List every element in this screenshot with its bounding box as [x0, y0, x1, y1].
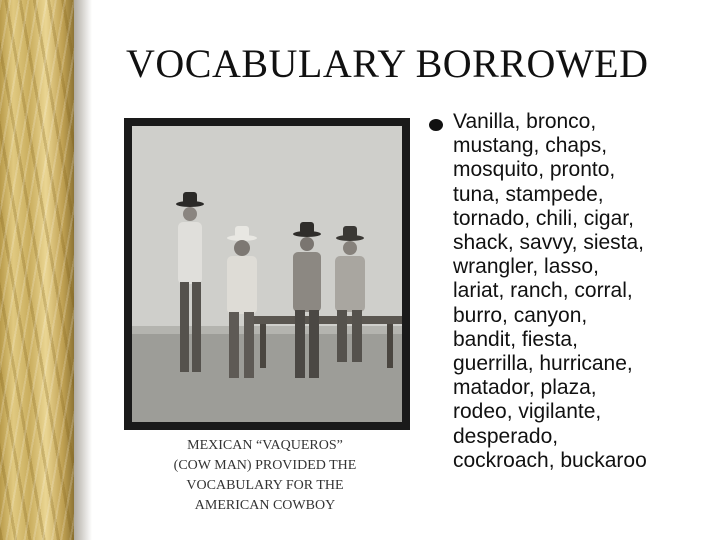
word-line: tuna, stampede, [453, 182, 604, 206]
photo-scene [132, 126, 402, 422]
word-line: matador, plaza, [453, 376, 597, 400]
vaqueros-illustration [132, 126, 402, 422]
word-line: tornado, chili, cigar, [453, 206, 634, 230]
decorative-gold-border [0, 0, 74, 540]
border-shadow [74, 0, 92, 540]
word-line: bandit, fiesta, [453, 327, 578, 351]
word-line: shack, savvy, siesta, [453, 231, 645, 255]
borrowed-words-list [453, 110, 715, 473]
word-line: mustang, chaps, [453, 134, 608, 158]
word-line: wrangler, lasso, [453, 255, 599, 279]
word-line: rodeo, vigilante, [453, 400, 602, 424]
caption-line: MEXICAN “VAQUEROS” [187, 438, 343, 453]
word-line: burro, canyon, [453, 303, 588, 327]
vaqueros-photo [124, 118, 410, 430]
word-line: cockroach, buckaroo [453, 448, 647, 472]
slide-title: VOCABULARY BORROWED [126, 41, 649, 86]
word-line: guerrilla, hurricane, [453, 352, 633, 376]
photo-caption [130, 436, 400, 516]
word-line: lariat, ranch, corral, [453, 279, 633, 303]
caption-line: VOCABULARY FOR THE [186, 478, 344, 493]
caption-line: (COW MAN) PROVIDED THE [173, 458, 357, 473]
word-line: Vanilla, bronco, [453, 110, 597, 133]
round-bullet-icon [428, 118, 444, 132]
caption-line: AMERICAN COWBOY [194, 498, 336, 513]
word-line: desperado, [453, 424, 559, 448]
word-line: mosquito, pronto, [453, 158, 616, 182]
